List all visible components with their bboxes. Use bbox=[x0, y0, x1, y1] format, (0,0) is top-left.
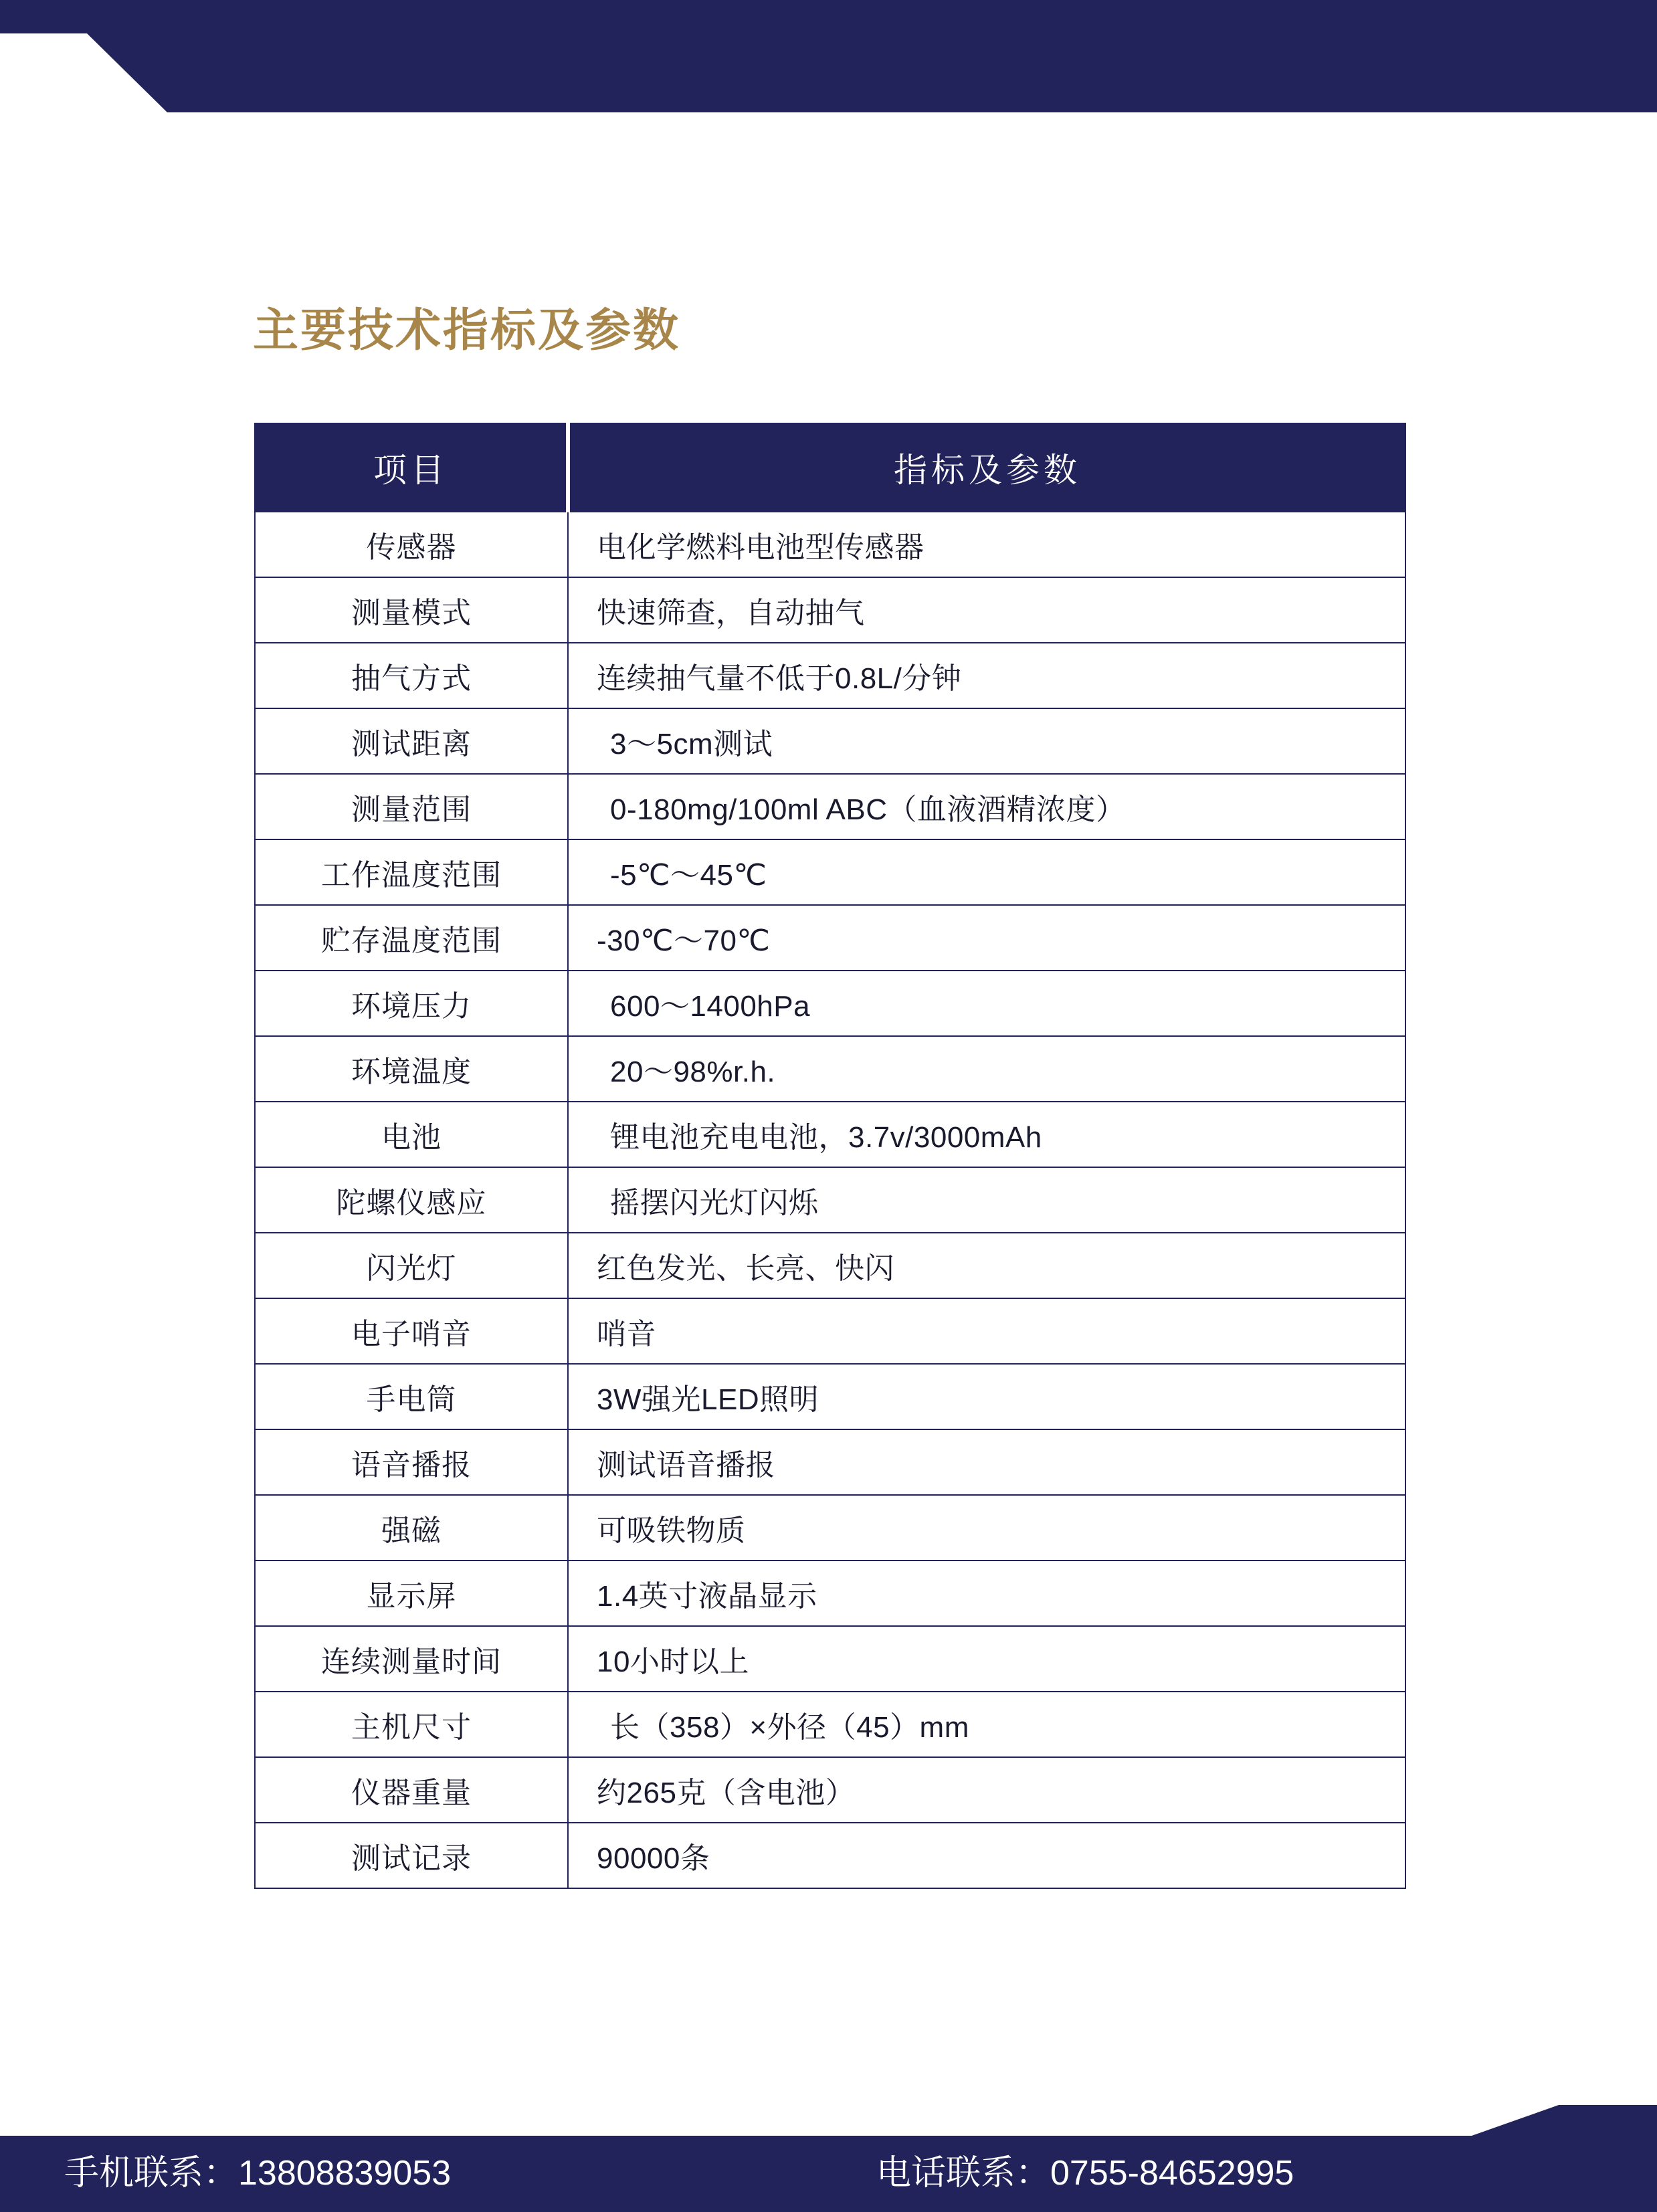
spec-table-header bbox=[255, 423, 1405, 512]
column-header-item: 项目 bbox=[255, 423, 568, 512]
top-bar-fill bbox=[0, 0, 1657, 112]
table-row bbox=[255, 1298, 1405, 1364]
table-cell-item: 手电筒 bbox=[255, 1364, 568, 1429]
table-cell-value: 10小时以上 bbox=[568, 1626, 1405, 1692]
table-header-row bbox=[255, 423, 1405, 512]
table-cell-item: 抽气方式 bbox=[255, 643, 568, 708]
table-cell-value: 快速筛查，自动抽气 bbox=[568, 577, 1405, 643]
table-row bbox=[255, 971, 1405, 1036]
table-cell-value: -30℃～70℃ bbox=[568, 905, 1405, 971]
table-cell-item: 主机尺寸 bbox=[255, 1692, 568, 1757]
table-row bbox=[255, 1364, 1405, 1429]
table-cell-item: 显示屏 bbox=[255, 1561, 568, 1626]
table-row bbox=[255, 1626, 1405, 1692]
page-title: 主要技术指标及参数 bbox=[253, 305, 681, 356]
table-row bbox=[255, 1692, 1405, 1757]
table-cell-value: 长（358）×外径（45）mm bbox=[568, 1692, 1405, 1757]
table-cell-item: 测量范围 bbox=[255, 774, 568, 839]
table-cell-value: 3W强光LED照明 bbox=[568, 1364, 1405, 1429]
table-row bbox=[255, 1167, 1405, 1233]
table-cell-value: 连续抽气量不低于0.8L/分钟 bbox=[568, 643, 1405, 708]
table-cell-item: 语音播报 bbox=[255, 1429, 568, 1495]
footer-phone-contact: 电话联系：0755-84652995 bbox=[876, 2154, 1294, 2193]
table-cell-value: 0-180mg/100ml ABC（血液酒精浓度） bbox=[568, 774, 1405, 839]
table-cell-value: 1.4英寸液晶显示 bbox=[568, 1561, 1405, 1626]
table-row bbox=[255, 1823, 1405, 1888]
footer-mobile-contact: 手机联系：13808839053 bbox=[64, 2154, 452, 2193]
table-cell-item: 测试距离 bbox=[255, 708, 568, 774]
table-row bbox=[255, 1495, 1405, 1561]
table-cell-item: 工作温度范围 bbox=[255, 839, 568, 905]
table-cell-item: 闪光灯 bbox=[255, 1233, 568, 1298]
table-cell-item: 测量模式 bbox=[255, 577, 568, 643]
table-cell-value: 电化学燃料电池型传感器 bbox=[568, 512, 1405, 577]
table-cell-item: 电子哨音 bbox=[255, 1298, 568, 1364]
table-cell-value: -5℃～45℃ bbox=[568, 839, 1405, 905]
table-cell-item: 陀螺仪感应 bbox=[255, 1167, 568, 1233]
table-cell-item: 电池 bbox=[255, 1102, 568, 1167]
table-row bbox=[255, 1102, 1405, 1167]
column-header-value: 指标及参数 bbox=[568, 423, 1405, 512]
top-decorative-bar bbox=[0, 0, 1657, 112]
table-row bbox=[255, 1233, 1405, 1298]
table-cell-value: 约265克（含电池） bbox=[568, 1757, 1405, 1823]
table-cell-value: 测试语音播报 bbox=[568, 1429, 1405, 1495]
spec-table-container bbox=[254, 423, 1405, 1889]
table-cell-item: 测试记录 bbox=[255, 1823, 568, 1888]
table-cell-value: 3～5cm测试 bbox=[568, 708, 1405, 774]
table-cell-item: 仪器重量 bbox=[255, 1757, 568, 1823]
table-row bbox=[255, 1561, 1405, 1626]
table-row bbox=[255, 1757, 1405, 1823]
table-row bbox=[255, 577, 1405, 643]
table-row bbox=[255, 512, 1405, 577]
table-cell-value: 20～98%r.h. bbox=[568, 1036, 1405, 1102]
table-row bbox=[255, 839, 1405, 905]
table-cell-item: 传感器 bbox=[255, 512, 568, 577]
table-row bbox=[255, 1036, 1405, 1102]
table-cell-value: 90000条 bbox=[568, 1823, 1405, 1888]
table-cell-item: 环境温度 bbox=[255, 1036, 568, 1102]
table-cell-value: 600～1400hPa bbox=[568, 971, 1405, 1036]
table-cell-value: 哨音 bbox=[568, 1298, 1405, 1364]
table-row bbox=[255, 905, 1405, 971]
spec-table bbox=[254, 423, 1406, 1889]
table-cell-value: 可吸铁物质 bbox=[568, 1495, 1405, 1561]
table-row bbox=[255, 1429, 1405, 1495]
table-cell-item: 环境压力 bbox=[255, 971, 568, 1036]
table-cell-value: 锂电池充电电池，3.7v/3000mAh bbox=[568, 1102, 1405, 1167]
table-cell-value: 红色发光、长亮、快闪 bbox=[568, 1233, 1405, 1298]
table-cell-value: 摇摆闪光灯闪烁 bbox=[568, 1167, 1405, 1233]
spec-table-body bbox=[255, 512, 1405, 1888]
table-cell-item: 强磁 bbox=[255, 1495, 568, 1561]
table-row bbox=[255, 708, 1405, 774]
table-cell-item: 连续测量时间 bbox=[255, 1626, 568, 1692]
table-row bbox=[255, 643, 1405, 708]
table-row bbox=[255, 774, 1405, 839]
table-cell-item: 贮存温度范围 bbox=[255, 905, 568, 971]
